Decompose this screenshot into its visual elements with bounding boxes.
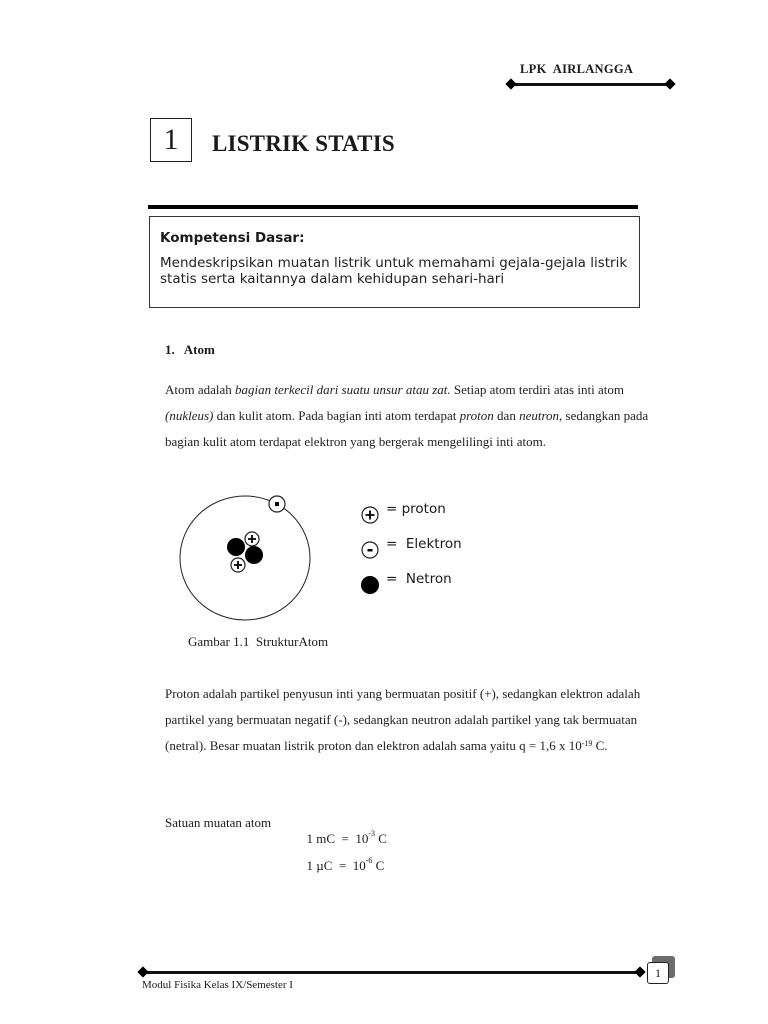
text-run: 1 mC = 10 xyxy=(306,831,369,846)
legend-neutron-label: = Netron xyxy=(386,571,452,587)
section-title: Atom xyxy=(183,342,215,357)
text-run: dan kulit atom. Pada bagian inti atom terdapat xyxy=(213,408,460,423)
text-run: sedangkan pada bagian kulit atom terdapat elektron yang bergerak mengelilingi inti atom. xyxy=(165,408,649,449)
footer-text: Modul Fisika Kelas IX/Semester I xyxy=(142,979,293,991)
legend-electron-label: = Elektron xyxy=(386,536,462,552)
italic-run: bagian terkecil dari suatu unsur atau zat. xyxy=(235,382,451,397)
header-rule-right-diamond xyxy=(664,78,675,89)
legend-neutron xyxy=(360,571,452,597)
chapter-divider xyxy=(148,205,638,209)
chapter-title: LISTRIK STATIS xyxy=(212,131,395,156)
kompetensi-dasar-text: Mendeskripsikan muatan listrik untuk memahami gejala-gejala listrik statis serta kaitannya dalam kehidupan sehari-hari xyxy=(160,255,628,287)
chapter-number-box: 1 xyxy=(150,118,192,162)
neutron-filled-circle-icon xyxy=(360,575,380,595)
proton-icon xyxy=(245,532,259,546)
neutron-icon xyxy=(245,546,263,564)
text-run: 1 µC = 10 xyxy=(306,858,366,873)
footer-rule-right-diamond xyxy=(634,966,645,977)
footer-rule xyxy=(143,971,640,974)
proton-plus-circle-icon xyxy=(360,505,380,525)
text-run: Proton adalah partikel penyusun inti yang bermuatan positif (+), sedangkan elektron adalah partikel yang bermuatan negatif (-), sedangkan neutron adalah partikel yang tak bermuatan (netral). Besar muatan listrik proton dan elektron adalah sama yaitu q = 1,6 x 10 xyxy=(165,686,641,753)
kompetensi-dasar-title: Kompetensi Dasar: xyxy=(160,230,305,246)
legend-electron xyxy=(360,536,462,562)
charge-paragraph xyxy=(165,681,675,759)
italic-run: neutron, xyxy=(519,408,563,423)
legend-proton xyxy=(360,501,446,527)
exponent: -3 xyxy=(368,829,376,838)
unit-label: Satuan muatan atom xyxy=(165,815,272,830)
exponent: -19 xyxy=(581,739,593,748)
footer-rule-left-diamond xyxy=(137,966,148,977)
header-org-name: LPK AIRLANGGA xyxy=(520,62,634,76)
figure-caption: Gambar 1.1 StrukturAtom xyxy=(188,634,329,649)
header-rule xyxy=(512,83,670,86)
header-rule-left-diamond xyxy=(505,78,516,89)
legend-proton-label: = proton xyxy=(386,501,446,517)
section-number: 1. xyxy=(165,342,175,357)
proton-icon xyxy=(231,558,245,572)
page-number: 1 xyxy=(647,962,669,984)
text-run: C xyxy=(375,831,387,846)
unit-row-uc xyxy=(300,842,384,874)
italic-run: proton xyxy=(459,408,494,423)
italic-run: (nukleus) xyxy=(165,408,214,423)
text-run: Atom adalah xyxy=(165,382,236,397)
electron-icon xyxy=(269,496,285,512)
text-run: C xyxy=(372,858,385,873)
atom-definition-paragraph xyxy=(165,377,675,455)
text-run: dan xyxy=(493,408,520,423)
text-run: C. xyxy=(592,738,608,753)
electron-minus-circle-icon xyxy=(360,540,380,560)
kompetensi-dasar-box xyxy=(149,216,640,308)
atom-structure-diagram xyxy=(170,490,320,625)
text-run: Setiap atom terdiri atas inti atom xyxy=(450,382,624,397)
section-heading xyxy=(165,342,215,358)
neutron-icon xyxy=(227,538,245,556)
exponent: -6 xyxy=(365,856,373,865)
